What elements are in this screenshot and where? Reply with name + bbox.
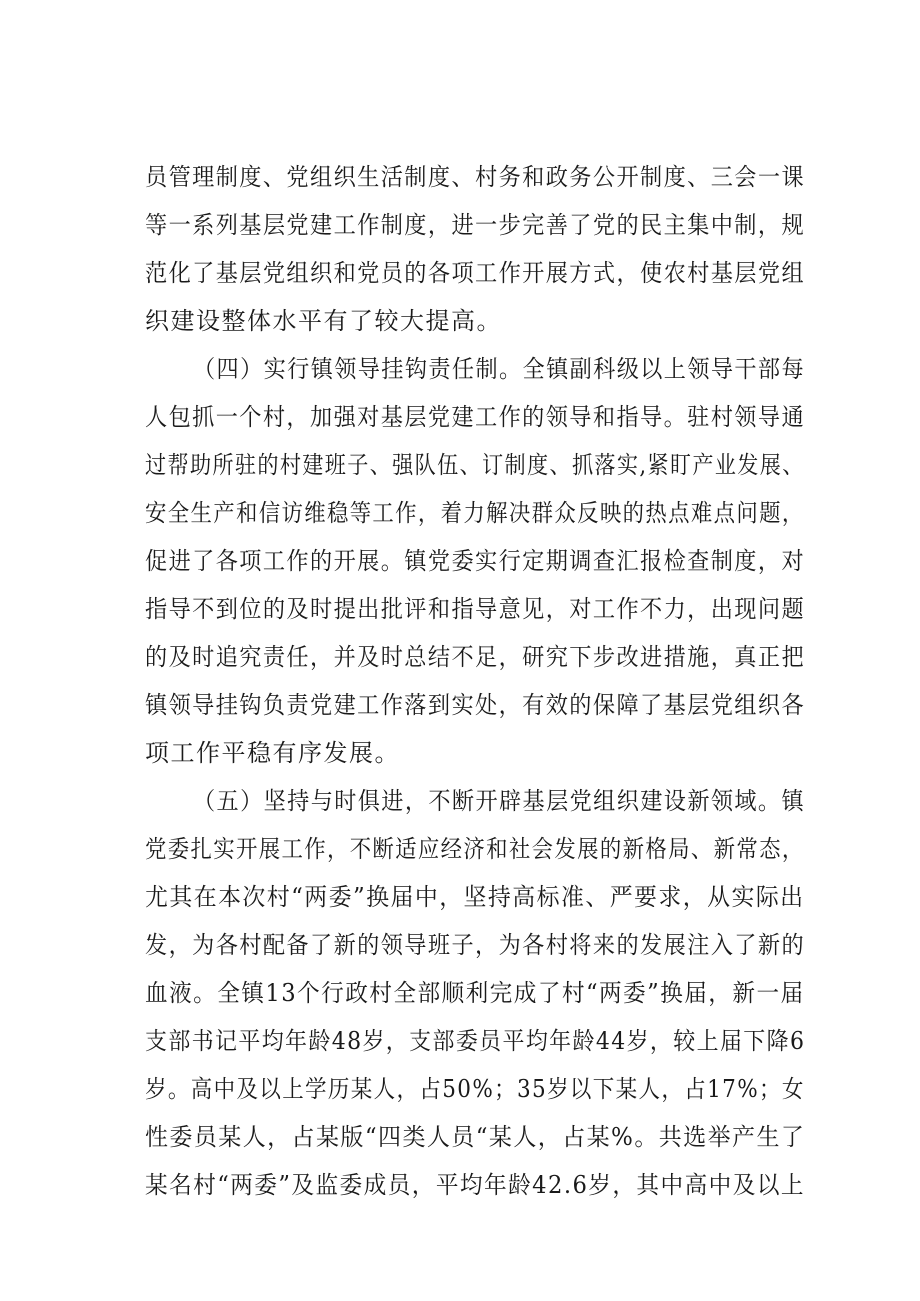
text-line-19: 支部书记平均年龄48岁，支部委员平均年龄44岁，较上届下降6	[145, 1027, 806, 1055]
text-line-4: 织建设整体水平有了较大提高。	[145, 307, 502, 335]
text-line-6: 人包抓一个村，加强对基层党建工作的领导和指导。驻村领导通	[145, 403, 806, 431]
text-line-13: 项工作平稳有序发展。	[145, 739, 400, 767]
text-line-15: 党委扎实开展工作，不断适应经济和社会发展的新格局、新常态，	[145, 835, 805, 863]
text-line-18: 血液。全镇13个行政村全部顺利完成了村“两委”换届，新一届	[145, 979, 805, 1007]
paragraph-heading-4: （四）实行镇领导挂钩责任制。全镇副科级以上领导干部每	[193, 355, 806, 383]
text-line-2: 等一系列基层党建工作制度，进一步完善了党的民主集中制，规	[145, 211, 806, 239]
text-line-10: 指导不到位的及时提出批评和指导意见，对工作不力，出现问题	[145, 595, 806, 623]
text-line-21: 性委员某人，占某版“四类人员“某人，占某%。共选举产生了	[145, 1123, 806, 1151]
text-line-16: 尤其在本次村“两委”换届中，坚持高标准、严要求，从实际出	[145, 883, 805, 911]
text-line-11: 的及时追究责任，并及时总结不足，研究下步改进措施，真正把	[145, 643, 806, 671]
text-line-12: 镇领导挂钩负责党建工作落到实处，有效的保障了基层党组织各	[145, 691, 806, 719]
text-line-1: 员管理制度、党组织生活制度、村务和政务公开制度、三会一课	[145, 163, 806, 191]
text-line-17: 发，为各村配备了新的领导班子，为各村将来的发展注入了新的	[145, 931, 806, 959]
paragraph-heading-5: （五）坚持与时俱进，不断开辟基层党组织建设新领域。镇	[193, 787, 806, 815]
text-line-9: 促进了各项工作的开展。镇党委实行定期调查汇报检查制度，对	[145, 547, 806, 575]
text-line-3: 范化了基层党组织和党员的各项工作开展方式，使农村基层党组	[145, 259, 806, 287]
text-line-20: 岁。高中及以上学历某人，占50%；35岁以下某人，占17%；女	[145, 1075, 805, 1103]
text-line-22: 某名村“两委”及监委成员，平均年龄42.6岁，其中高中及以上	[145, 1171, 805, 1199]
text-line-7: 过帮助所驻的村建班子、强队伍、订制度、抓落实,紧盯产业发展、	[145, 451, 805, 479]
text-line-8: 安全生产和信访维稳等工作，着力解决群众反映的热点难点问题，	[145, 499, 805, 527]
